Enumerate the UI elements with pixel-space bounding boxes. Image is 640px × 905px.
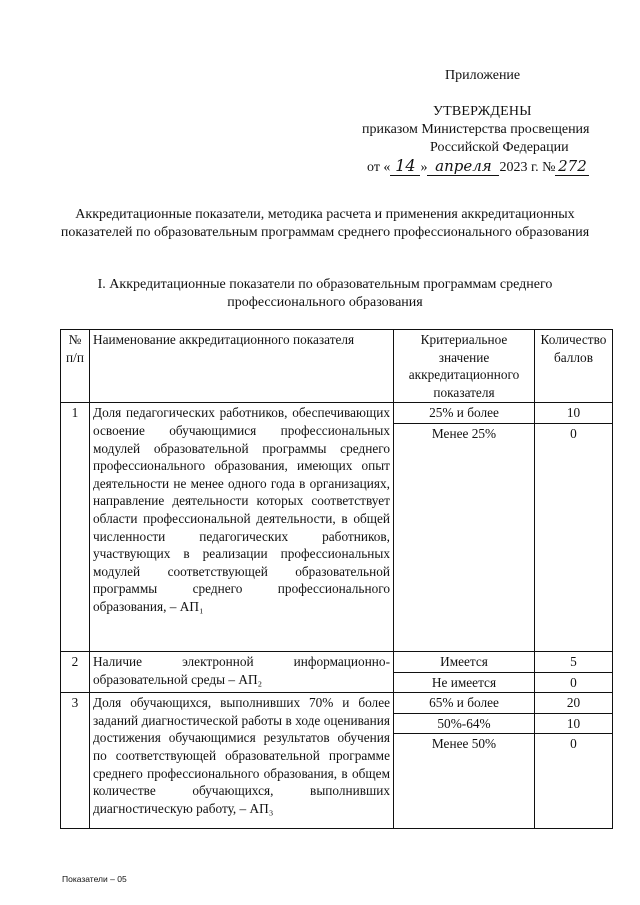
order-line-2: Российской Федерации [430,140,569,155]
header-criterion: Критериальное значение аккредитационного показателя [394,330,535,403]
date-month: апреля [427,157,499,176]
appendix-label: Приложение [445,68,521,83]
section-title: I. Аккредитационные показатели по образовательным программам среднего профессионального образования [97,277,553,310]
date-year: 2023 г. № [499,160,556,175]
score-value: 0 [535,734,613,829]
row-name: Доля обучающихся, выполнивших 70% и более заданий диагностической работы в ходе оценивания достижения обучающимися результатов обучения по соответствующей образовательной программе среднего профессионального образования, в общем количестве обучающихся, выполнивших диагностическую работу, – АП₃ [90,693,394,829]
table-row [61,403,613,424]
date-day: 14 [390,156,420,176]
row-num: 1 [61,403,90,652]
date-prefix: от « [367,160,391,175]
score-value: 10 [535,713,613,734]
score-value: 0 [535,423,613,651]
score-value: 5 [535,651,613,672]
approved-label: УТВЕРЖДЕНЫ [433,104,532,119]
criterion-value: Не имеется [394,672,535,693]
table-row [61,651,613,672]
criterion-value: Имеется [394,651,535,672]
page-footer: Показатели – 05 [62,874,127,884]
criterion-value: Менее 25% [394,423,535,651]
document-title: Аккредитационные показатели, методика расчета и применения аккредитационных показателей по образовательным программам среднего профессионального образования [60,207,590,240]
order-number: 272 [555,157,589,176]
header-score: Количество баллов [535,330,613,403]
criterion-value: 65% и более [394,693,535,714]
score-value: 20 [535,693,613,714]
score-value: 0 [535,672,613,693]
header-name: Наименование аккредитационного показателя [90,330,394,403]
criterion-value: 50%-64% [394,713,535,734]
header-num: № п/п [61,330,90,403]
table-row [61,693,613,714]
criterion-value: 25% и более [394,403,535,424]
date-mid: » [420,160,428,175]
order-line-1: приказом Министерства просвещения [362,122,590,137]
table-header-row [61,330,613,403]
row-num: 3 [61,693,90,829]
row-name: Наличие электронной информационно-образовательной среды – АП₂ [90,651,394,692]
score-value: 10 [535,403,613,424]
row-name: Доля педагогических работников, обеспечивающих освоение обучающимися профессиональных модулей образовательной программы среднего профессионального образования, имеющих опыт деятельности не менее одного года в организациях, направление деятельности которых соответствует области профессиональной деятельности, в общей численности педагогических работников, участвующих в реализации профессиональных модулей соответствующей образовательной программы среднего профессионального образования, – АП₁ [90,403,394,652]
row-num: 2 [61,651,90,692]
criterion-value: Менее 50% [394,734,535,829]
order-date-line [367,156,589,176]
indicators-table [60,329,613,829]
